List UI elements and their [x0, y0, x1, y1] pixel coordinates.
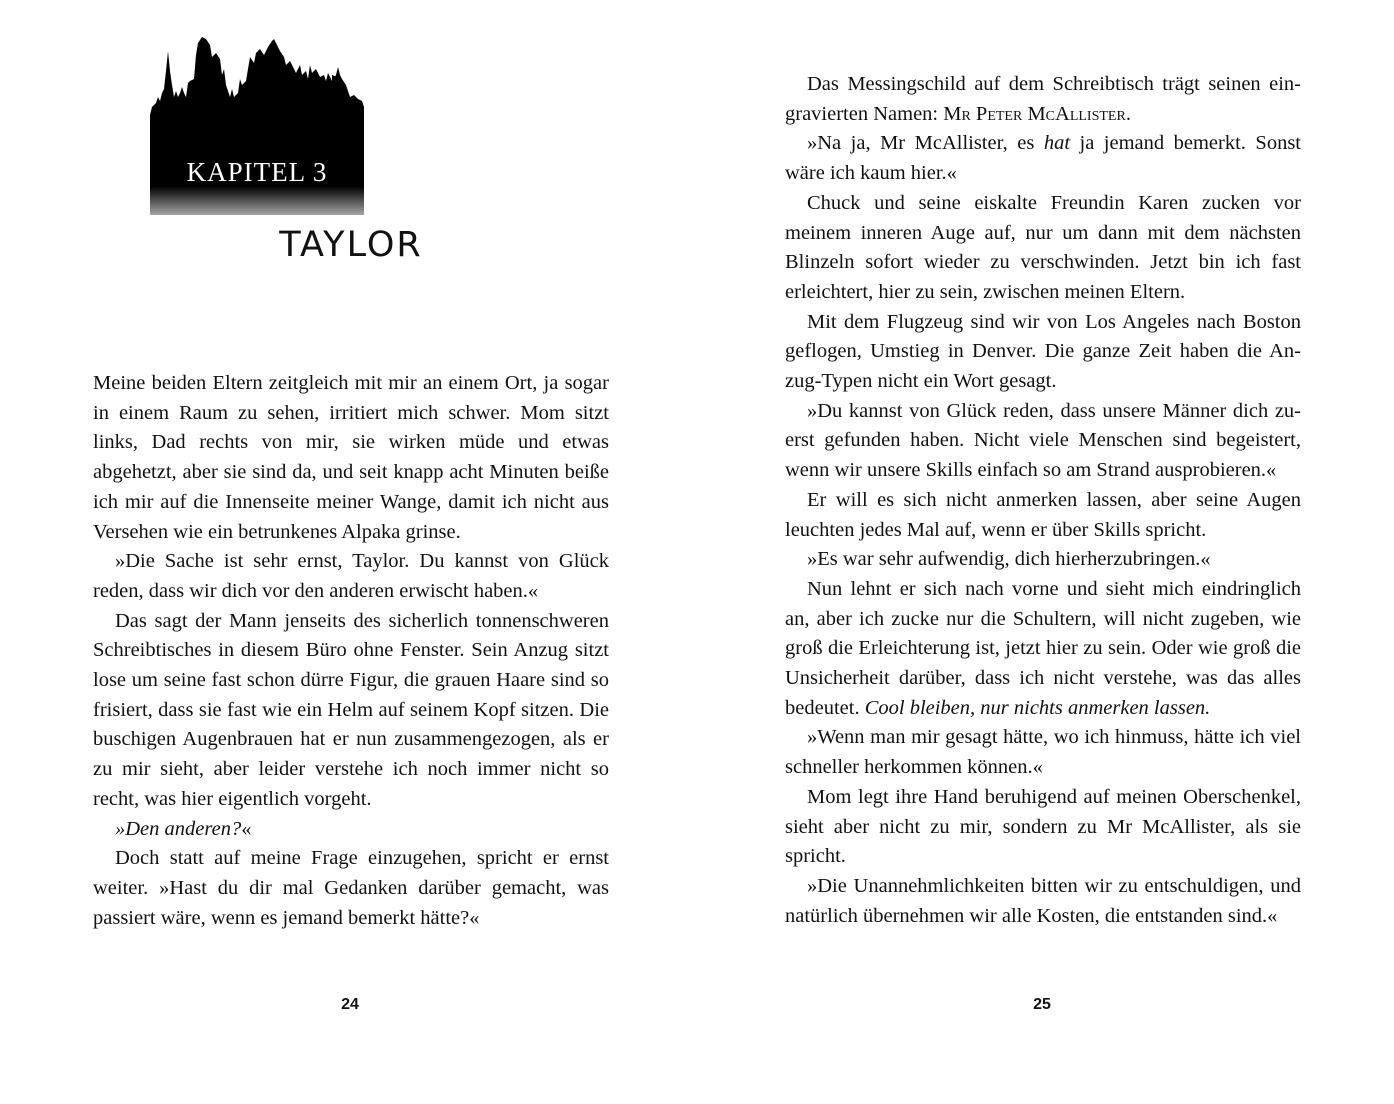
- paragraph: Er will es sich nicht anmerken lassen, aber seine Augen leuchten jedes Mal auf, wenn er über Skills spricht.: [785, 488, 1301, 541]
- paragraph: »Du kannst von Glück reden, dass unsere Männer dich zuerst gefunden haben. Nicht viele Menschen sind begeistert, wenn wir unsere Skills einfach so am Strand ausprobieren.«: [785, 399, 1301, 482]
- paragraph: Mit dem Flugzeug sind wir von Los Angeles nach Boston geflogen, Umstieg in Denver. Die ganze Zeit haben die Anzug-Typen nicht ein Wort gesagt.: [785, 310, 1301, 393]
- castle-skyline-icon: [150, 35, 364, 215]
- paragraph: [785, 575, 1301, 724]
- paragraph: Doch statt auf meine Frage einzugehen, spricht er ernst weiter. »Hast du dir mal Gedanken darüber gemacht, was passiert wäre, wenn es jemand bemerkt hätte?«: [93, 847, 609, 929]
- paragraph: »Die Sache ist sehr ernst, Taylor. Du kannst von Glück reden, dass wir dich vor den anderen erwischt haben.«: [93, 550, 609, 602]
- paragraph: Meine beiden Eltern zeitgleich mit mir an einem Ort, ja sogar in einem Raum zu sehen, irritiert mich schwer. Mom sitzt links, Dad rechts von mir, sie wirken müde und etwas abgehetzt, aber sie sind da, und seit knapp acht Minuten beiße ich mir auf die Innenseite meiner Wange, damit ich nicht aus Versehen wie ein betrunkenes Alpaka grinse.: [93, 372, 609, 543]
- paragraph: [785, 129, 1301, 188]
- text-span: «: [241, 817, 252, 840]
- italic-text: hat: [1043, 132, 1071, 155]
- text-span: ja jemand bemerkt. Sonst wäre ich kaum hier.«: [785, 132, 1302, 185]
- page-number: 24: [341, 996, 359, 1013]
- chapter-header: [150, 35, 364, 215]
- paragraph: Das sagt der Mann jenseits des sicherlich tonnenschweren Schreibtisches in diesem Büro ohne Fenster. Sein Anzug sitzt lose um seine fast schon dürre Figur, die grauen Haare sind so frisiert, dass sie fast wie ein Helm auf seinem Kopf sitzen. Die buschigen Augenbrauen hat er nun zusammengezogen, als er zu mir sieht, aber leider verstehe ich noch immer nicht so recht, was hier eigentlich vorgeht.: [93, 609, 609, 810]
- chapter-label: KAPITEL 3: [186, 157, 328, 187]
- text-span: Das Messingschild auf dem Schreibtisch trägt seinen eingravierten Namen:: [785, 73, 1301, 125]
- paragraph: »Die Unannehmlichkeiten bitten wir zu entschuldigen, und natürlich übernehmen wir alle Kosten, die entstanden sind.«: [785, 874, 1301, 927]
- paragraph: [785, 70, 1301, 129]
- italic-text: »Den anderen?: [115, 817, 242, 840]
- chapter-title: TAYLOR: [279, 225, 423, 265]
- paragraph: Chuck und seine eiskalte Freundin Karen zucken vor meinem inneren Auge auf, nur um dann mit dem nächsten Blinzeln sofort wieder zu verschwinden. Jetzt bin ich fast erleichtert, hier zu sein, zwischen meinen Eltern.: [785, 191, 1301, 303]
- paragraph: »Wenn man mir gesagt hätte, wo ich hinmuss, hätte ich viel schneller herkommen können.«: [785, 726, 1301, 779]
- paragraph: »Es war sehr aufwendig, dich hierherzubringen.«: [807, 548, 1211, 571]
- page-number: 25: [1033, 996, 1051, 1013]
- italic-text: Cool bleiben, nur nichts anmerken lassen.: [864, 696, 1211, 719]
- paragraph: Mom legt ihre Hand beruhigend auf meinen Oberschenkel, sieht aber nicht zu mir, sondern zu Mr McAllister, als sie spricht.: [785, 785, 1301, 868]
- paragraph: [93, 815, 609, 845]
- text-span: .: [1125, 102, 1131, 125]
- text-span: »Na ja, Mr McAllister, es: [807, 132, 1044, 155]
- text-span: Nun lehnt er sich nach vorne und sieht mich eindringlich an, aber ich zucke nur die Schultern, will nicht zugeben, wie groß die Erleichterung ist, jetzt hier zu sein. Oder wie groß die Unsicherheit darüber, dass ich nicht verstehe, was das alles bedeutet.: [785, 577, 1301, 719]
- right-page-text: [785, 70, 1301, 931]
- name-plate-text: Mr Peter McAllister: [943, 102, 1126, 125]
- left-page-text: [93, 369, 609, 933]
- right-page: [785, 70, 1301, 931]
